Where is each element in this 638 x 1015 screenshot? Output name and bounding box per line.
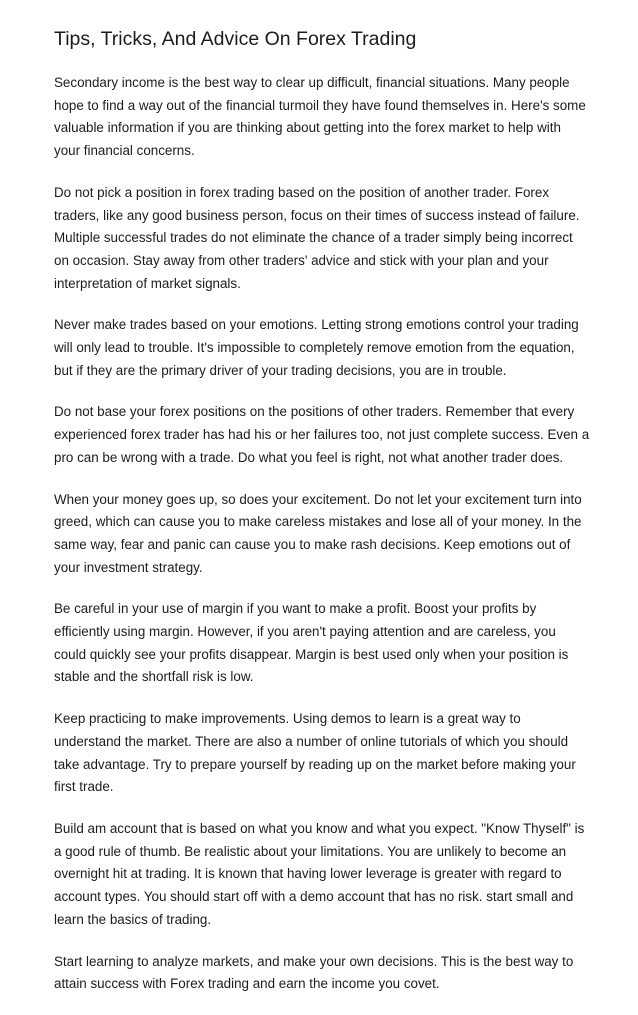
document-page — [54, 26, 590, 1015]
paragraph-7: Keep practicing to make improvements. Using demos to learn is a great way to understand the market. There are also a number of online tutorials of which you should take advantage. Try to prepare yourself by reading up on the market before making your first trade. — [54, 711, 576, 795]
paragraph-3: Never make trades based on your emotions. Letting strong emotions control your trading will only lead to trouble. It's impossible to completely remove emotion from the equation, but if they are the primary driver of your trading decisions, you are in trouble. — [54, 317, 579, 378]
paragraph-5: When your money goes up, so does your excitement. Do not let your excitement turn into greed, which can cause you to make careless mistakes and lose all of your money. In the same way, fear and panic can cause you to make rash decisions. Keep emotions out of your investment strategy. — [54, 491, 582, 575]
paragraph-2: Do not pick a position in forex trading based on the position of another trader. Forex traders, like any good business person, focus on their times of success instead of failure. Multiple successful trades do not eliminate the chance of a trader simply being incorrect on occasion. Stay away from other traders' advice and stick with your plan and your interpretation of market signals. — [54, 184, 580, 291]
paragraph-6: Be careful in your use of margin if you want to make a profit. Boost your profits by efficiently using margin. However, if you aren't paying attention and are careless, you could quickly see your profits disappear. Margin is best used only when your position is stable and the shortfall risk is low. — [54, 601, 569, 685]
paragraph-1: Secondary income is the best way to clear up difficult, financial situations. Many people hope to find a way out of the financial turmoil they have found themselves in. Here's some valuable information if you are thinking about getting into the forex market to help with your financial concerns. — [54, 75, 586, 159]
paragraph-4: Do not base your forex positions on the positions of other traders. Remember that every experienced forex trader has had his or her failures too, not just complete success. Even a pro can be wrong with a trade. Do what you feel is right, not what another trader does. — [54, 404, 590, 465]
paragraph-9: Start learning to analyze markets, and make your own decisions. This is the best way to attain success with Forex trading and earn the income you covet. — [54, 953, 574, 992]
paragraph-8: Build am account that is based on what you know and what you expect. "Know Thyself" is a good rule of thumb. Be realistic about your limitations. You are unlikely to become an overnight hit at trading. It is known that having lower leverage is greater with regard to account types. You should start off with a demo account that has no risk. start small and learn the basics of trading. — [54, 820, 585, 927]
document-title: Tips, Tricks, And Advice On Forex Trading — [54, 28, 417, 50]
